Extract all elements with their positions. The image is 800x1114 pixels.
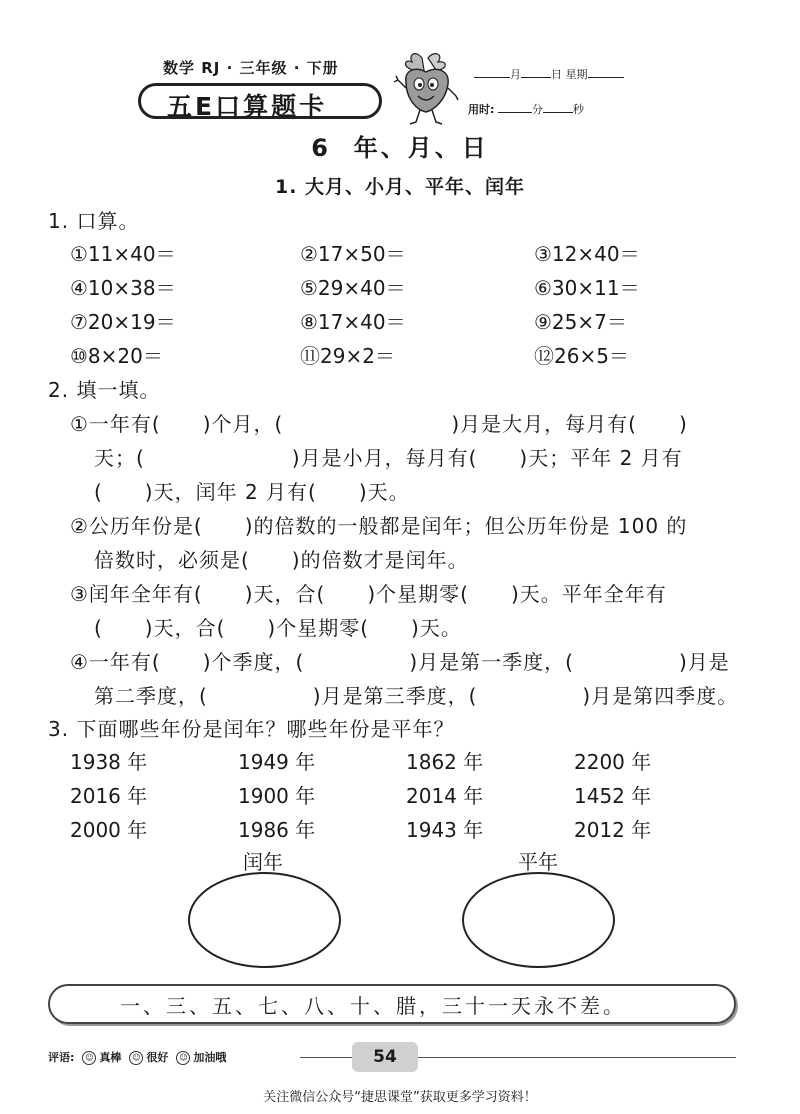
mascot-icon: [394, 48, 460, 128]
q3-heading: 3. 下面哪些年份是闰年？哪些年份是平年？: [48, 717, 455, 741]
year-item: 1900 年: [238, 784, 316, 808]
smile-face-icon: ☺: [176, 1051, 190, 1065]
year-item: 1986 年: [238, 818, 316, 842]
year-item: 1943 年: [406, 818, 484, 842]
q2-heading: 2. 填一填。: [48, 378, 161, 402]
common-year-label: 平年: [518, 850, 558, 874]
calc-item: ⑪29×2＝: [300, 344, 395, 368]
minute-blank[interactable]: [498, 102, 532, 113]
fill-line: ②公历年份是( )的倍数的一般都是闰年；但公历年份是 100 的: [70, 514, 688, 538]
calc-item: ⑤29×40＝: [300, 276, 406, 300]
calc-item: ⑦20×19＝: [70, 310, 176, 334]
calc-item: ⑩8×20＝: [70, 344, 163, 368]
brand-title: 五E口算题卡: [167, 92, 328, 121]
time-label: 用时:: [468, 103, 495, 116]
page-title: 6 年、月、日: [311, 134, 489, 162]
bottom-note: 关注微信公众号“捷思课堂”获取更多学习资料！: [263, 1090, 537, 1105]
fill-line: 第二季度，( )月是第三季度，( )月是第四季度。: [94, 684, 739, 708]
minute-label: 分: [531, 103, 543, 116]
day-label: 日: [551, 68, 562, 81]
brand-badge: [138, 83, 382, 119]
month-blank[interactable]: [474, 67, 510, 78]
year-item: 2200 年: [574, 750, 652, 774]
second-blank[interactable]: [543, 102, 573, 113]
date-line: [474, 66, 624, 82]
fill-line: ①一年有( )个月，( )月是大月，每月有( ): [70, 412, 688, 436]
year-item: 2016 年: [70, 784, 148, 808]
month-label: 月: [510, 68, 521, 81]
calc-item: ①11×40＝: [70, 242, 176, 266]
calc-item: ⑧17×40＝: [300, 310, 406, 334]
common-year-answer-area[interactable]: [462, 872, 615, 968]
eval-option: 真棒: [99, 1051, 122, 1064]
eval-option: 加油哦: [193, 1051, 227, 1064]
fill-line: 倍数时，必须是( )的倍数才是闰年。: [94, 548, 469, 572]
day-blank[interactable]: [521, 67, 551, 78]
fill-line: 天；( )月是小月，每月有( )天；平年 2 月有: [94, 446, 683, 470]
evaluation-row: [48, 1049, 226, 1065]
eval-label: 评语:: [48, 1051, 75, 1064]
calc-item: ②17×50＝: [300, 242, 406, 266]
week-blank[interactable]: [588, 67, 624, 78]
page-number: 54: [352, 1042, 418, 1072]
rhyme-box: [48, 984, 736, 1024]
year-item: 2014 年: [406, 784, 484, 808]
week-label: 星期: [565, 68, 588, 81]
eval-option: 很好: [146, 1051, 169, 1064]
fill-line: ④一年有( )个季度，( )月是第一季度，( )月是: [70, 650, 730, 674]
fill-line: ③闰年全年有( )天，合( )个星期零( )天。平年全年有: [70, 582, 667, 606]
year-item: 2012 年: [574, 818, 652, 842]
year-item: 1862 年: [406, 750, 484, 774]
section-subtitle: 1. 大月、小月、平年、闰年: [274, 176, 526, 198]
rhyme-text: 一、三、五、七、八、十、腊，三十一天永不差。: [120, 994, 626, 1018]
fill-line: ( )天，合( )个星期零( )天。: [94, 616, 462, 640]
time-line: [468, 101, 584, 117]
q1-heading: 1. 口算。: [48, 209, 140, 233]
smile-face-icon: ☺: [82, 1051, 96, 1065]
leap-year-label: 闰年: [243, 850, 283, 874]
year-item: 2000 年: [70, 818, 148, 842]
year-item: 1938 年: [70, 750, 148, 774]
calc-item: ⑫26×5＝: [534, 344, 629, 368]
year-item: 1949 年: [238, 750, 316, 774]
calc-item: ③12×40＝: [534, 242, 640, 266]
calc-item: ④10×38＝: [70, 276, 176, 300]
second-label: 秒: [572, 103, 584, 116]
footer-divider: [300, 1057, 352, 1058]
calc-item: ⑨25×7＝: [534, 310, 627, 334]
calc-item: ⑥30×11＝: [534, 276, 640, 300]
year-item: 1452 年: [574, 784, 652, 808]
footer-divider: [418, 1057, 736, 1058]
subject-line: 数学 RJ · 三年级 · 下册: [163, 59, 339, 77]
fill-line: ( )天，闰年 2 月有( )天。: [94, 480, 410, 504]
leap-year-answer-area[interactable]: [188, 872, 341, 968]
smile-face-icon: ☺: [129, 1051, 143, 1065]
